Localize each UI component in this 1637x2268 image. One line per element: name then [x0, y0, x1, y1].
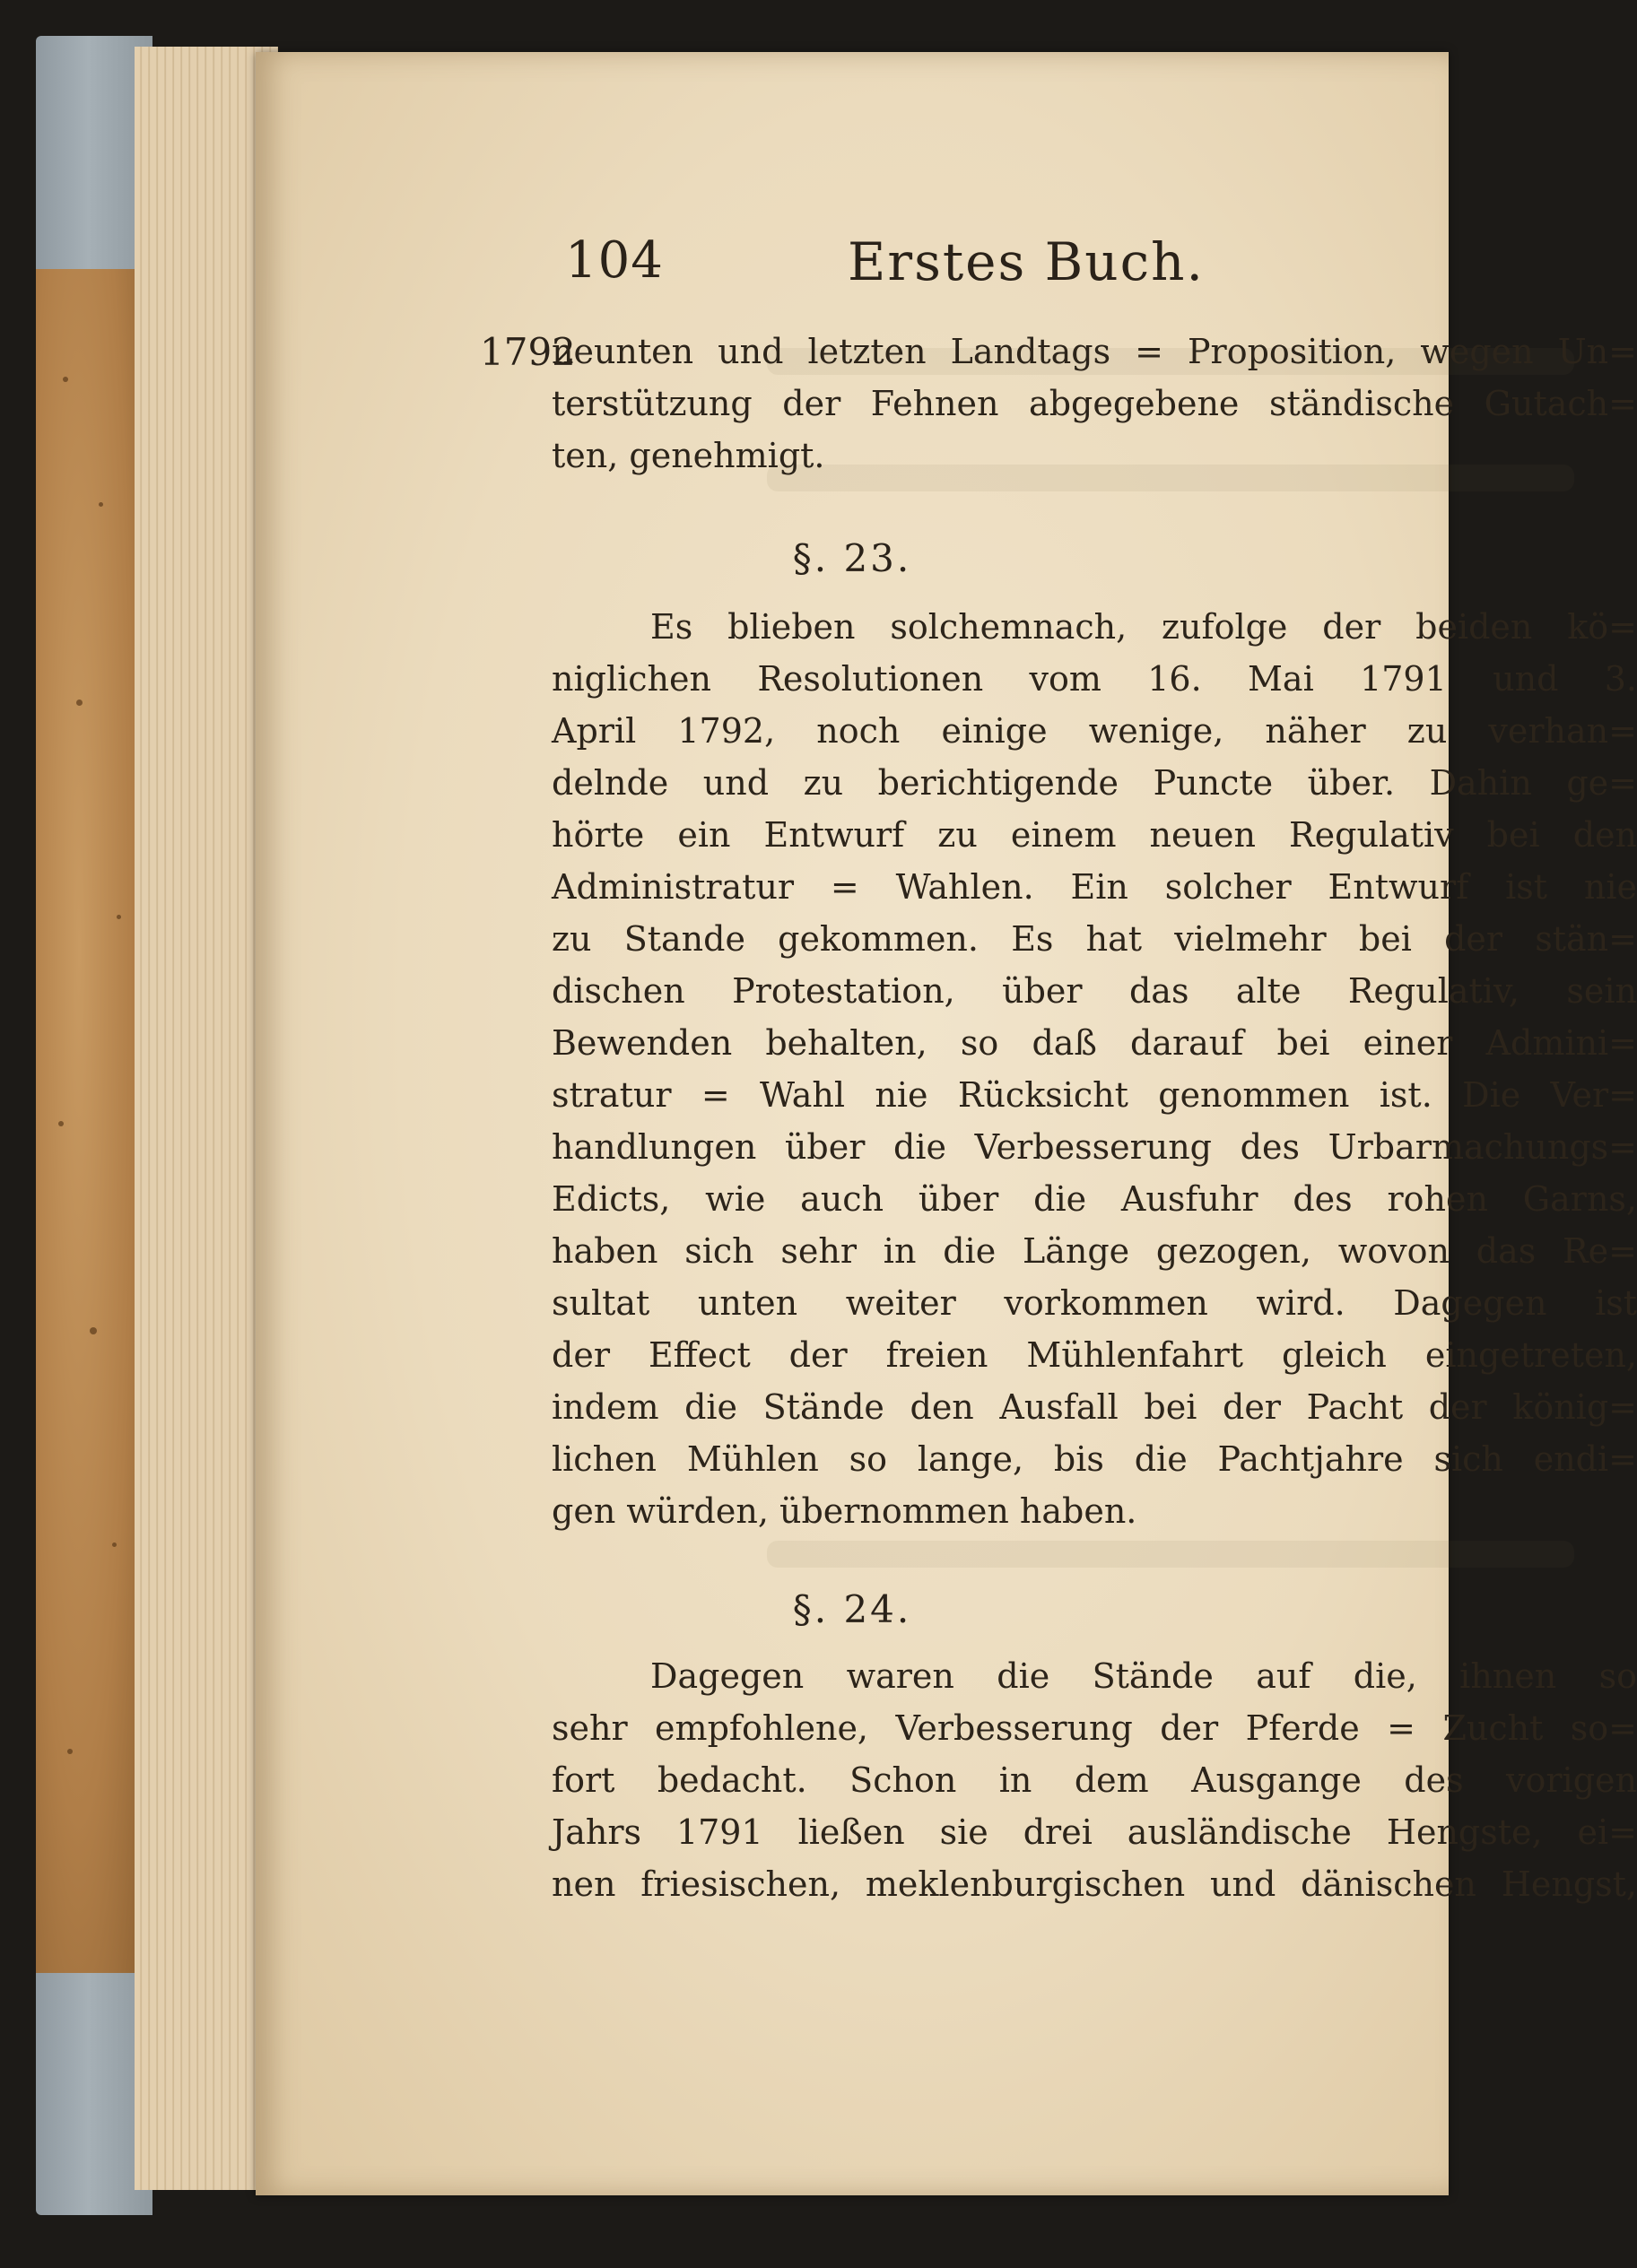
text-line: Es blieben solchemnach, zufolge der beiden kö= [650, 607, 1637, 647]
text-line: sehr empfohlene, Verbesserung der Pferde = Zucht so= [552, 1708, 1637, 1748]
text-line: Jahrs 1791 ließen sie drei ausländische Hengste, ei= [552, 1812, 1637, 1852]
section-heading-24: §. 24. [792, 1587, 912, 1631]
text-line: stratur = Wahl nie Rücksicht genommen ist. Die Ver= [552, 1075, 1637, 1115]
text-line: ten, genehmigt. [552, 436, 825, 475]
text-line: Edicts, wie auch über die Ausfuhr des rohen Garns, [552, 1179, 1637, 1219]
page-header [256, 231, 1449, 312]
text-line: delnde und zu berichtigende Puncte über. Dahin ge= [552, 763, 1637, 803]
text-line: April 1792, noch einige wenige, näher zu verhan= [552, 711, 1637, 751]
text-line: haben sich sehr in die Länge gezogen, wovon das Re= [552, 1231, 1637, 1271]
foxing-spot [90, 1327, 97, 1334]
foxing-spot [117, 915, 121, 919]
section-23-paragraph [552, 601, 1637, 1537]
text-line: terstützung der Fehnen abgegebene ständische Gutach= [552, 384, 1637, 423]
foxing-spot [63, 377, 68, 382]
foxing-spot [99, 502, 103, 507]
book-spine-leather [36, 269, 144, 1973]
text-line: Bewenden behalten, so daß darauf bei einer Admini= [552, 1023, 1637, 1063]
running-head: Erstes Buch. [848, 231, 1205, 292]
text-line: lichen Mühlen so lange, bis die Pachtjahre sich endi= [552, 1439, 1637, 1479]
text-line: sultat unten weiter vorkommen wird. Dagegen ist [552, 1283, 1637, 1323]
text-line: hörte ein Entwurf zu einem neuen Regulativ bei den [552, 815, 1637, 855]
text-line: indem die Stände den Ausfall bei der Pacht der könig= [552, 1387, 1637, 1427]
intro-paragraph [552, 326, 1637, 482]
page-number: 104 [565, 231, 664, 290]
foxing-spot [67, 1749, 73, 1754]
foxing-spot [76, 700, 83, 706]
text-line: zu Stande gekommen. Es hat vielmehr bei der stän= [552, 919, 1637, 959]
text-line: fort bedacht. Schon in dem Ausgange des vorigen [552, 1760, 1637, 1800]
text-line: Administratur = Wahlen. Ein solcher Entwurf ist nie [552, 867, 1637, 907]
text-line: neunten und letzten Landtags = Proposition, wegen Un= [552, 332, 1637, 371]
text-line: der Effect der freien Mühlenfahrt gleich eingetreten, [552, 1335, 1637, 1375]
foxing-spot [112, 1542, 117, 1547]
text-line: handlungen über die Verbesserung des Urbarmachungs= [552, 1127, 1637, 1167]
text-line: Dagegen waren die Stände auf die, ihnen so [650, 1656, 1637, 1696]
section-24-paragraph [552, 1650, 1637, 1910]
margin-year: 1792 [480, 330, 576, 374]
text-line: gen würden, übernommen haben. [552, 1491, 1137, 1531]
book-page [256, 52, 1637, 2195]
foxing-spot [58, 1121, 64, 1126]
bleed-through-shadow [767, 1541, 1574, 1568]
text-line: dischen Protestation, über das alte Regulativ, sein [552, 971, 1637, 1011]
text-line: niglichen Resolutionen vom 16. Mai 1791 und 3. [552, 659, 1637, 699]
text-line: nen friesischen, meklenburgischen und dänischen Hengst, [552, 1864, 1637, 1904]
section-heading-23: §. 23. [792, 536, 912, 580]
